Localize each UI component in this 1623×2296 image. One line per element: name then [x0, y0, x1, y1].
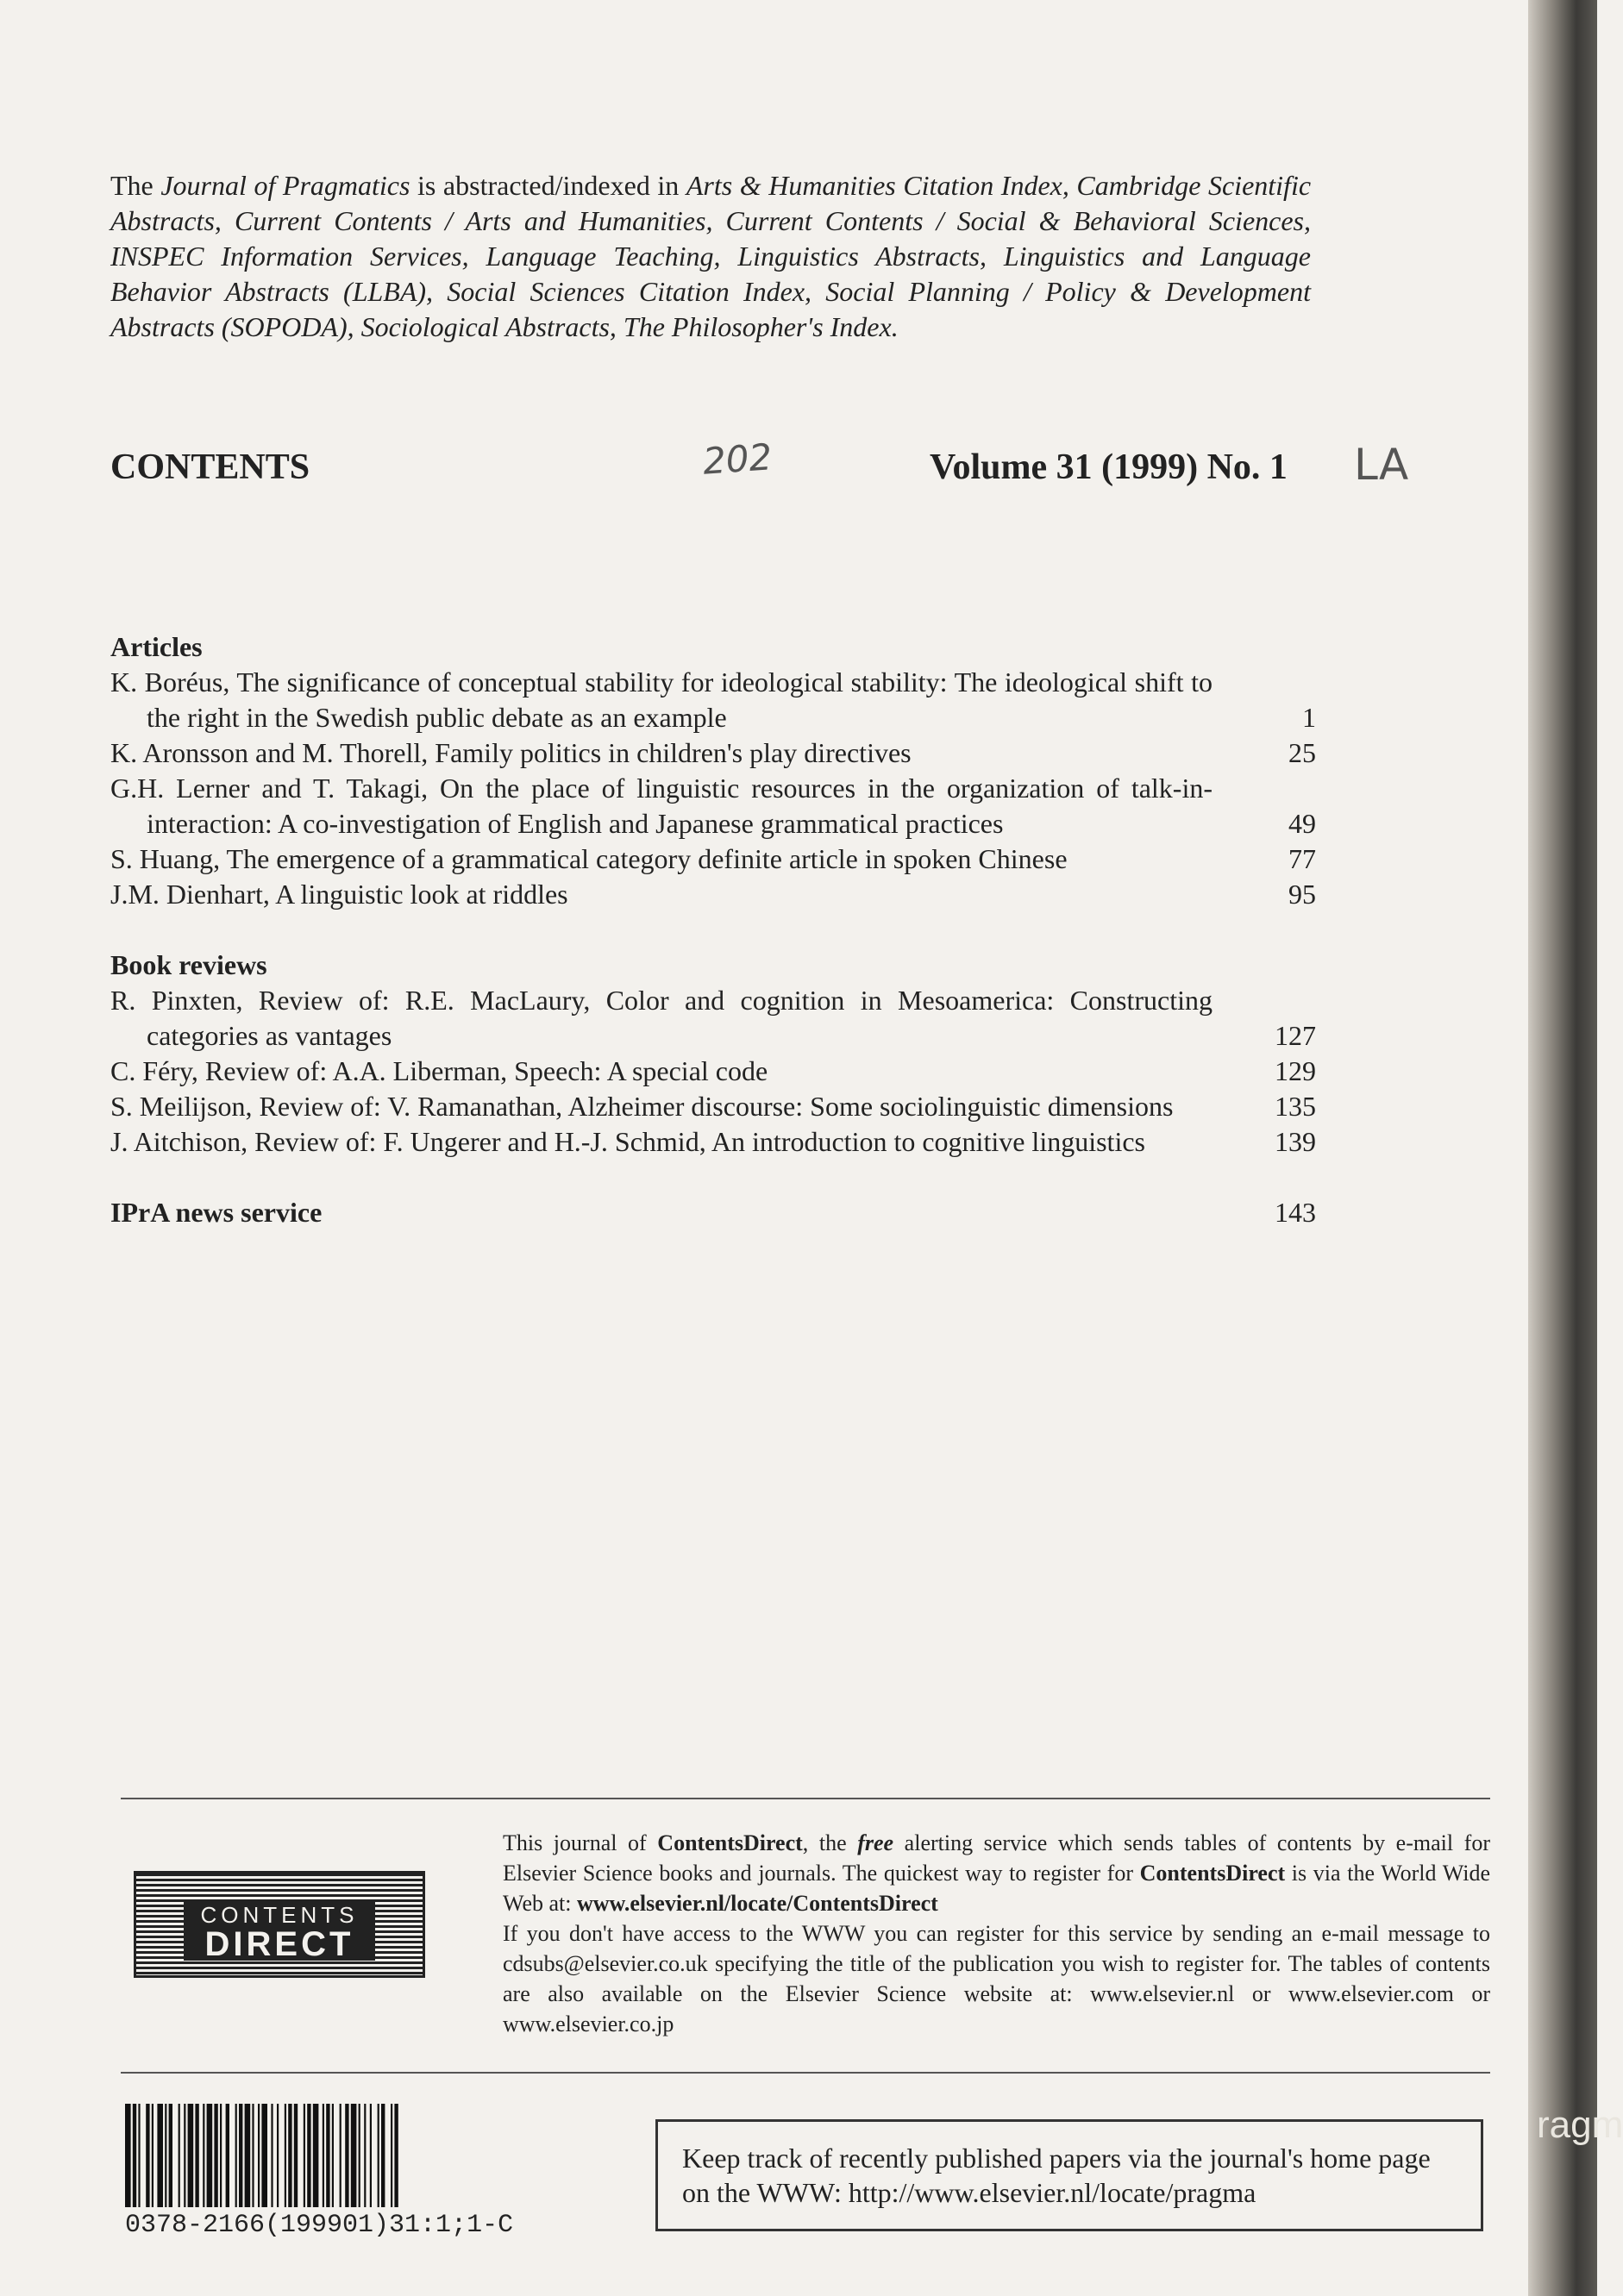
- entry-page: 129: [1275, 1055, 1316, 1086]
- section-title-book-reviews: Book reviews: [110, 949, 267, 980]
- entry-page: 135: [1275, 1091, 1316, 1122]
- barcode-bar: [391, 2104, 392, 2207]
- toc-entry: [110, 1054, 1316, 1089]
- ipra-news-service: [110, 1195, 1316, 1230]
- barcode-bar: [313, 2104, 319, 2207]
- barcode-bar: [226, 2104, 229, 2207]
- journal-homepage-box: Keep track of recently published papers via the journal's home page on the WWW: http://www.elsevier.nl/locate/pragma: [655, 2119, 1483, 2231]
- barcode-bar: [125, 2104, 131, 2207]
- contents-direct-logo: [134, 1871, 425, 1978]
- barcode-bar: [214, 2104, 217, 2207]
- barcode-bar: [307, 2104, 310, 2207]
- barcode-bar: [258, 2104, 260, 2207]
- barcode-bar: [345, 2104, 348, 2207]
- barcode-bar: [288, 2104, 291, 2207]
- barcode-bar: [261, 2104, 267, 2207]
- barcode-bar: [252, 2104, 254, 2207]
- entry-text: S. Huang, The emergence of a grammatical category definite article in spoken Chinese: [110, 843, 1068, 874]
- barcode-bar: [165, 2104, 166, 2207]
- indexing-statement: [110, 168, 1311, 345]
- logo-text-bottom: DIRECT: [204, 1925, 354, 1963]
- barcode-bar: [394, 2104, 398, 2207]
- barcode-bar: [370, 2104, 372, 2207]
- barcode-bar: [364, 2104, 366, 2207]
- barcode-number: 0378-2166(199901)31:1;1-C: [125, 2211, 514, 2240]
- contents-heading: CONTENTS: [110, 447, 310, 487]
- barcode-bar: [245, 2104, 251, 2207]
- toc-entry: [110, 983, 1316, 1054]
- abstract-segment: Arts & Humanities Citation Index, Cambridge Scientific Abstracts, Current Contents / Arts and Humanities, Current Contents / Social & Behavioral Sciences, INSPEC Information Services, Language Teaching, Linguistics Abstracts, Linguistics and Language Behavior Abstracts (LLBA), Social Sciences Citation Index, Social Planning / Policy & Development Abstracts (SOPODA), Sociological Abstracts, The Philosopher's Index.: [110, 170, 1312, 342]
- barcode-icon: [125, 2104, 591, 2207]
- ipra-title: IPrA news service: [110, 1197, 323, 1228]
- barcode-bar: [184, 2104, 185, 2207]
- toc-entry: [110, 665, 1316, 735]
- logo-text-top: CONTENTS: [200, 1902, 359, 1928]
- volume-issue: Volume 31 (1999) No. 1: [930, 447, 1288, 487]
- barcode-bar: [138, 2104, 140, 2207]
- abstract-segment: is abstracted/indexed in: [410, 170, 686, 201]
- entry-text: S. Meilijson, Review of: V. Ramanathan, Alzheimer discourse: Some sociolinguistic dimensions: [110, 1091, 1174, 1122]
- contents-direct-notice: This journal of ContentsDirect, the free alerting service which sends tables of contents by e-mail for Elsevier Science books and journals. The quickest way to register for ContentsDirect is via the World Wide Web at: www.elsevier.nl/locate/ContentsDirect If you don't have access to the WWW you can register for this service by sending an e-mail message to cdsubs@elsevier.co.uk specifying the title of the publication you wish to register for. The tables of contents are also available on the Elsevier Science website at: www.elsevier.nl or www.elsevier.com or www.elsevier.co.jp: [503, 1830, 1490, 2036]
- entry-text: J.M. Dienhart, A linguistic look at riddles: [110, 879, 568, 910]
- barcode-bar: [235, 2104, 237, 2207]
- divider-top: [121, 1798, 1490, 1799]
- barcode-bar: [195, 2104, 198, 2207]
- barcode-block: [125, 2104, 595, 2240]
- barcode-bar: [378, 2104, 379, 2207]
- contents-direct-url: www.elsevier.nl/locate/ContentsDirect: [577, 1891, 938, 1916]
- toc-entry: [110, 771, 1316, 841]
- barcode-bar: [326, 2104, 329, 2207]
- barcode-bar: [239, 2104, 242, 2207]
- barcode-bar: [277, 2104, 279, 2207]
- entry-page: 77: [1288, 843, 1316, 874]
- entry-page: 25: [1288, 737, 1316, 768]
- barcode-bar: [304, 2104, 305, 2207]
- entry-text: C. Féry, Review of: A.A. Liberman, Speech: A special code: [110, 1055, 768, 1086]
- table-of-contents: [110, 629, 1316, 1230]
- abstract-segment: The: [110, 170, 161, 201]
- entry-page: 127: [1275, 1020, 1316, 1051]
- binding-edge: [1528, 0, 1623, 2296]
- handwritten-initials: LA: [1354, 440, 1409, 490]
- barcode-bar: [220, 2104, 222, 2207]
- barcode-bar: [203, 2104, 204, 2207]
- barcode-bar: [169, 2104, 172, 2207]
- toc-entry: [110, 841, 1316, 877]
- abstract-segment: Journal of Pragmatics: [160, 170, 410, 201]
- barcode-bar: [294, 2104, 298, 2207]
- barcode-bar: [152, 2104, 154, 2207]
- barcode-bar: [207, 2104, 213, 2207]
- barcode-bar: [157, 2104, 163, 2207]
- entry-text: G.H. Lerner and T. Takagi, On the place of linguistic resources in the organization of talk-in-interaction: A co-investigation of English and Japanese grammatical practices: [110, 773, 1213, 839]
- barcode-bar: [179, 2104, 180, 2207]
- barcode-bar: [359, 2104, 360, 2207]
- barcode-bar: [133, 2104, 136, 2207]
- barcode-bar: [323, 2104, 324, 2207]
- entry-text: K. Boréus, The significance of conceptual stability for ideological stability: The ideological shift to the right in the Swedish public debate as an example: [110, 666, 1213, 733]
- entry-page: 1: [1302, 702, 1316, 733]
- barcode-bar: [146, 2104, 149, 2207]
- barcode-bar: [381, 2104, 385, 2207]
- entry-text: R. Pinxten, Review of: R.E. MacLaury, Color and cognition in Mesoamerica: Constructing categories as vantages: [110, 985, 1213, 1051]
- entry-text: J. Aitchison, Review of: F. Ungerer and H.-J. Schmid, An introduction to cognitive linguistics: [110, 1126, 1145, 1157]
- barcode-bar: [351, 2104, 357, 2207]
- edge-fragment-text: ragm: [1537, 2104, 1623, 2146]
- toc-entry: [110, 877, 1316, 912]
- barcode-bar: [188, 2104, 194, 2207]
- ipra-page: 143: [1275, 1197, 1316, 1228]
- barcode-bar: [340, 2104, 342, 2207]
- toc-entry: [110, 1124, 1316, 1160]
- entry-page: 139: [1275, 1126, 1316, 1157]
- entry-page: 49: [1288, 808, 1316, 839]
- barcode-bar: [285, 2104, 286, 2207]
- handwritten-number: 202: [701, 435, 774, 483]
- toc-entry: [110, 1089, 1316, 1124]
- entry-page: 95: [1288, 879, 1316, 910]
- toc-entry: [110, 735, 1316, 771]
- barcode-bar: [271, 2104, 273, 2207]
- barcode-bar: [332, 2104, 334, 2207]
- section-title-articles: Articles: [110, 631, 203, 662]
- divider-bottom: [121, 2072, 1490, 2074]
- entry-text: K. Aronsson and M. Thorell, Family politics in children's play directives: [110, 737, 912, 768]
